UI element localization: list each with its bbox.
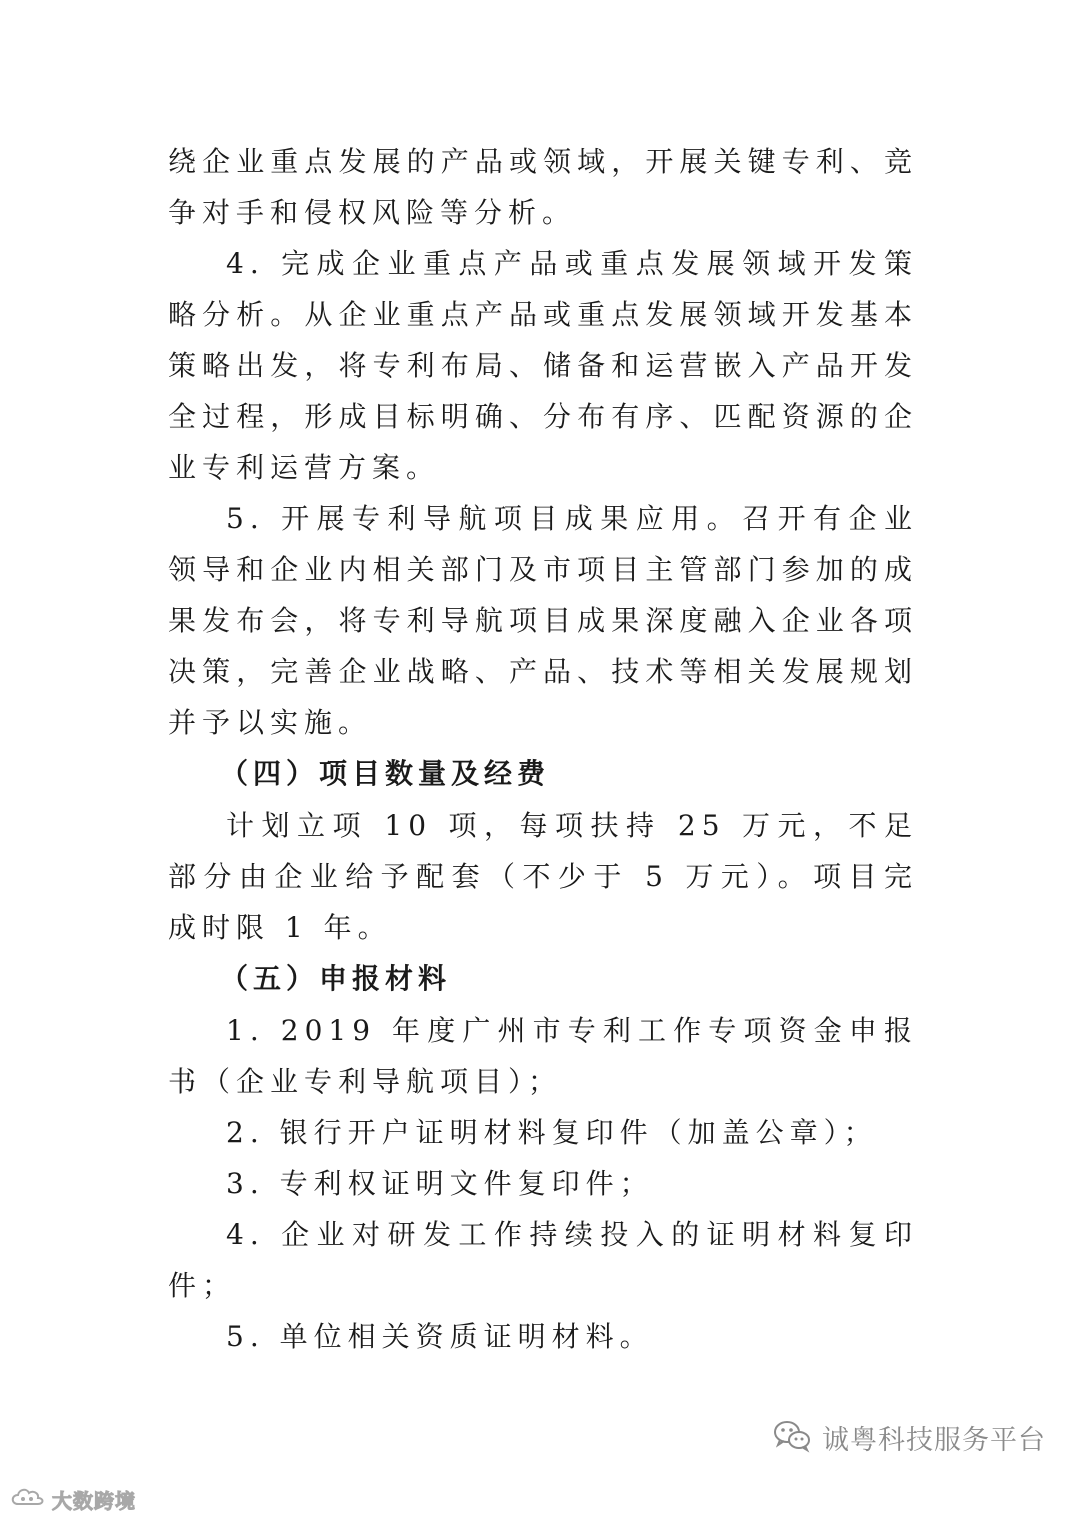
list-item-materials-2: 2. 银行开户证明材料复印件（加盖公章）； xyxy=(226,1116,878,1149)
section-heading-4: （四）项目数量及经费 xyxy=(220,757,551,790)
cloud-logo-icon xyxy=(8,1484,48,1514)
list-item-materials-3: 3. 专利权证明文件复印件； xyxy=(226,1167,654,1200)
list-item-materials-1: 1. 2019 年度广州市专利工作专项资金申报书（企业专利导航项目）； xyxy=(168,1014,918,1098)
paragraph-item-5: 5. 开展专利导航项目成果应用。召开有企业领导和企业内相关部门及市项目主管部门参加的成果发布会，将专利导航项目成果深度融入企业各项决策，完善企业战略、产品、技术等相关发展规划并予以实施。 xyxy=(168,502,918,739)
watermark-left xyxy=(8,1482,136,1516)
paragraph-item-4: 4. 完成企业重点产品或重点发展领域开发策略分析。从企业重点产品或重点发展领域开发基本策略出发，将专利布局、储备和运营嵌入产品开发全过程，形成目标明确、分布有序、匹配资源的企业专利运营方案。 xyxy=(168,247,918,484)
wechat-icon xyxy=(772,1419,812,1457)
watermark-right-text: 诚粤科技服务平台 xyxy=(822,1425,1046,1456)
list-item-materials-4: 4. 企业对研发工作持续投入的证明材料复印件； xyxy=(168,1218,918,1302)
paragraph-continuation: 绕企业重点发展的产品或领域，开展关键专利、竞争对手和侵权风险等分析。 xyxy=(168,145,918,229)
section-heading-5: （五）申报材料 xyxy=(220,962,452,995)
watermark-left-text: 大数跨境 xyxy=(52,1488,136,1513)
list-item-materials-5: 5. 单位相关资质证明材料。 xyxy=(226,1320,654,1353)
document-body xyxy=(168,136,918,1362)
watermark-right xyxy=(772,1418,1046,1457)
paragraph-funding: 计划立项 10 项，每项扶持 25 万元，不足部分由企业给予配套（不少于 5 万元）。项目完成时限 1 年。 xyxy=(168,809,918,944)
